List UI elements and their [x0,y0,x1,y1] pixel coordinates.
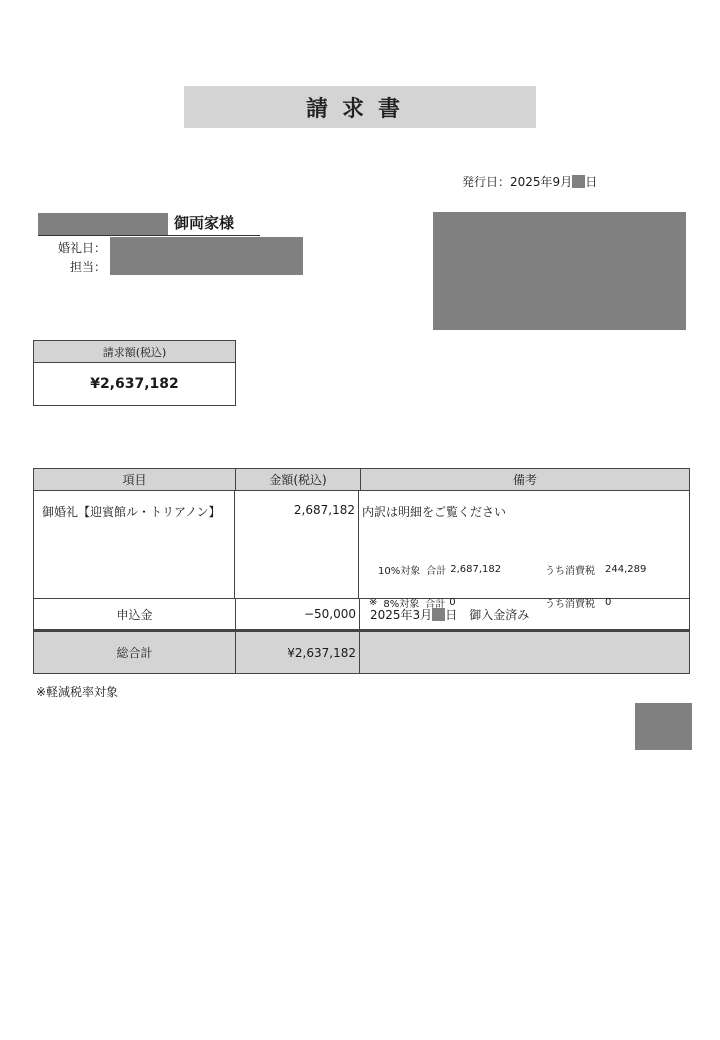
row-item: 申込金 [34,599,236,629]
deposit-date-suffix: 日 御入金済み [445,607,530,622]
tax10-sum: 2,687,182 [450,564,502,575]
tax10-sum-label: 合計 [426,566,447,577]
table-row [34,491,689,610]
row-item: 御婚礼【迎賓館ル・トリアノン】 [34,491,235,598]
tax8-tax: 0 [605,597,612,608]
col-header-item: 項目 [34,469,236,490]
redacted-wedding-staff [110,237,303,275]
tax10-label: 10%対象 [378,566,421,577]
wedding-date-label: 婚礼日： [57,241,106,255]
staff-label: 担当： [69,260,106,274]
issue-date [462,173,597,190]
total-amount: ¥2,637,182 [236,632,360,673]
recipient-name [38,211,260,236]
issue-date-prefix: 2025年9月 [510,175,573,189]
tax8-sum-label: 合計 [425,599,446,610]
recipient-suffix: 御両家様 [174,214,235,232]
redacted-name [38,213,168,235]
total-remarks [360,632,689,673]
total-label: 総合計 [34,632,236,673]
tax8-tax-label: うち消費税 [545,599,595,610]
document-title: 請求書 [184,86,536,128]
redacted-seal [635,703,692,750]
tax10-tax-label: うち消費税 [545,566,595,577]
billing-amount-header: 請求額(税込) [34,341,235,363]
tax8-label: 8%対象 [383,599,420,610]
tax10-line [378,562,501,577]
remark-text: 内訳は明細をご覧ください [362,505,507,519]
table-header-row [34,469,689,491]
footnote: ※軽減税率対象 [36,685,119,699]
tax10-tax: 244,289 [605,564,647,575]
issue-date-suffix: 日 [585,175,598,189]
invoice-table [33,468,690,674]
table-total-row [34,630,689,673]
tax8-line [369,595,456,610]
col-header-amount: 金額(税込) [236,469,361,490]
tax8-sum: 0 [449,597,456,608]
issue-date-label: 発行日： [462,175,511,189]
row-remarks [359,491,689,610]
tax8-tax-line [545,595,611,610]
billing-amount-box [33,340,236,406]
col-header-remarks: 備考 [512,473,537,487]
redacted-company-block [433,212,686,330]
billing-amount-value: ¥2,637,182 [90,376,179,392]
redacted-day [572,175,585,188]
row-amount: −50,000 [236,599,360,629]
row-amount: 2,687,182 [235,491,359,598]
tax8-mark: ※ [369,597,378,608]
deposit-date-prefix: 2025年3月 [370,607,433,622]
tax10-tax-line [545,562,646,577]
